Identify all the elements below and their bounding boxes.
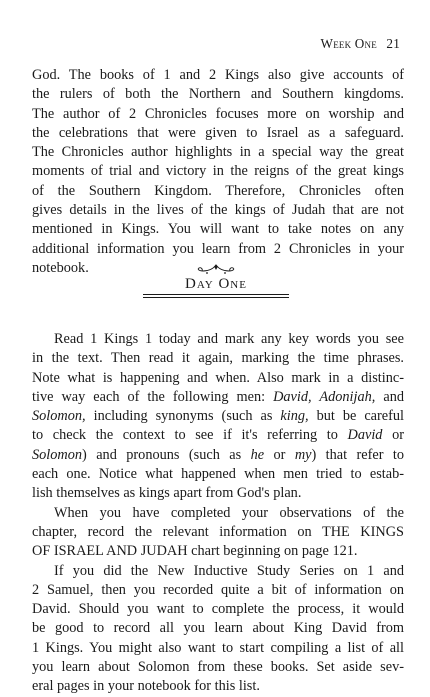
- text-line: mentioned in Kings. You will want to take notes on any: [32, 221, 404, 238]
- emphasis: he: [250, 446, 265, 463]
- text-line: OF ISRAEL AND JUDAH chart beginning on page 121.: [32, 543, 358, 560]
- text-run: and: [375, 388, 404, 405]
- text-line: eral pages in your notebook for this list.: [32, 678, 260, 695]
- text-line: each one. Notice what happened when men tried to estab-: [32, 466, 404, 483]
- text-line: Note what is happening and when. Also mark in a distinc-: [32, 369, 404, 386]
- day-one-section: [32, 330, 404, 697]
- text-run: or: [382, 427, 404, 444]
- emphasis: Solomon,: [32, 408, 86, 425]
- text-line: gives details in the lives of the kings of Judah that are not: [32, 202, 404, 219]
- text-line: chapter, record the relevant information on THE KINGS: [32, 523, 404, 540]
- day-heading-label: Day One: [185, 276, 247, 292]
- text-line: moments of trial and victory in the reigns of the great kings: [32, 163, 404, 180]
- text-run: or: [264, 446, 295, 463]
- text-run: ) and pronouns (such as: [82, 446, 251, 463]
- emphasis: king,: [280, 408, 309, 425]
- emphasis: David, Adonijah,: [273, 388, 376, 405]
- heading-rule: [143, 294, 289, 295]
- text-line: If you did the New Inductive Study Series on 1 and: [54, 562, 404, 579]
- text-line: The Chronicles author highlights in a special way the great: [32, 144, 404, 161]
- text-line: God. The books of 1 and 2 Kings also give accounts of: [32, 67, 404, 83]
- text-line: [32, 446, 404, 465]
- running-head: [321, 36, 400, 52]
- intro-paragraph: [32, 66, 404, 278]
- emphasis: my: [294, 446, 312, 463]
- emphasis: David: [347, 427, 383, 444]
- text-line: you learn about Solomon from these books. Set aside sev-: [32, 659, 404, 676]
- day-heading: [143, 263, 289, 297]
- text-run: tive way each of the following men:: [32, 388, 274, 405]
- text-line: be good to record all you learn about King David from: [32, 620, 404, 637]
- emphasis: Solomon: [32, 446, 83, 463]
- text-line: additional information you learn from 2 Chronicles in your: [32, 240, 404, 257]
- text-line: of the Southern Kingdom. Therefore, Chronicles often: [32, 182, 404, 199]
- text-line: David. Should you want to complete the process, it would: [32, 601, 404, 618]
- flourish-ornament-icon: [143, 263, 289, 275]
- text-line: [32, 388, 404, 407]
- text-line: [32, 407, 404, 426]
- text-line: Read 1 Kings 1 today and mark any key words you see: [54, 331, 404, 347]
- text-line: notebook.: [32, 259, 89, 276]
- text-line: When you have completed your observations of the: [54, 504, 404, 521]
- heading-rule-thin: [143, 297, 289, 298]
- text-line: the celebrations that were given to Israel as a safeguard.: [32, 124, 404, 141]
- text-line: the rulers of both the Northern and Southern kingdoms.: [32, 86, 404, 103]
- text-line: 2 Samuel, then you recorded quite a bit of information on: [32, 581, 404, 598]
- running-head-section: Week One: [320, 36, 377, 51]
- text-line: 1 Kings. You might also want to start compiling a list of all: [32, 639, 404, 656]
- text-line: [32, 426, 404, 445]
- text-line: The author of 2 Chronicles focuses more on worship and: [32, 105, 404, 122]
- text-line: lish themselves as kings apart from God's plan.: [32, 485, 302, 502]
- text-run: to check the context to see if it's referring to: [32, 427, 348, 444]
- text-run: ) that refer to: [311, 446, 404, 463]
- text-line: in the text. Then read it again, marking the time phrases.: [32, 350, 404, 367]
- text-run: including synonyms (such as: [85, 408, 281, 425]
- text-run: but be careful: [308, 408, 404, 425]
- page-number: 21: [386, 36, 400, 51]
